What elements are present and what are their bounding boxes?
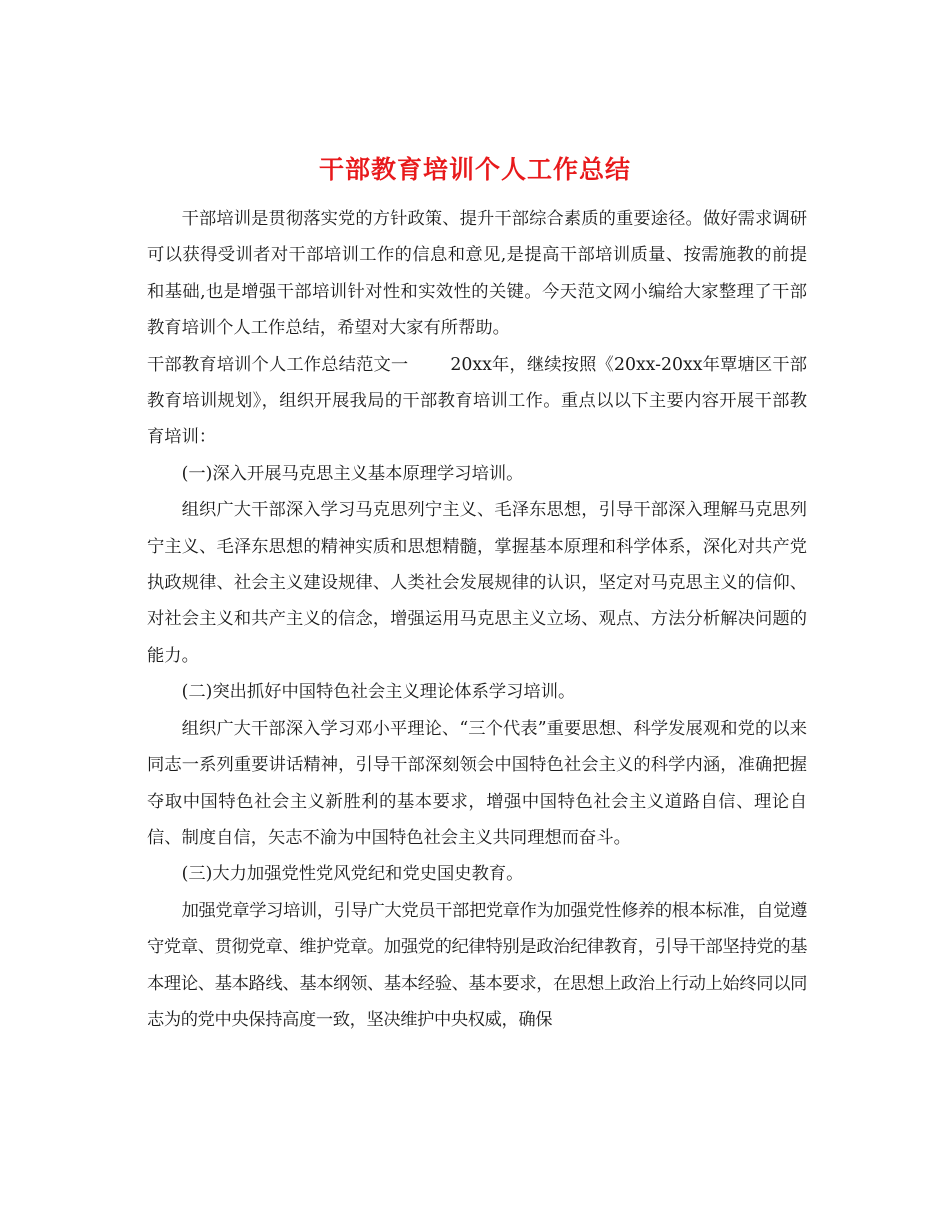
- example-intro-text: 20xx年，继续按照《20xx-20xx年覃塘区干部教育培训规划》，组织开展我局的干部教育培训工作。重点以以下主要内容开展干部教育培训：: [147, 354, 807, 448]
- section-paragraph-1: 组织广大干部深入学习马克思列宁主义、毛泽东思想，引导干部深入理解马克思列宁主义、毛泽东思想的精神实质和思想精髓，掌握基本原理和科学体系，深化对共产党执政规律、社会主义建设规律、人类社会发展规律的认识，坚定对马克思主义的信仰、对社会主义和共产主义的信念，增强运用马克思主义立场、观点、方法分析解决问题的能力。: [147, 500, 807, 666]
- document-body: [147, 201, 807, 1038]
- document-title: 干部教育培训个人工作总结: [318, 154, 631, 184]
- section-heading-1: (一)深入开展马克思主义基本原理学习培训。: [181, 463, 524, 484]
- section-paragraph-3: 加强党章学习培训，引导广大党员干部把党章作为加强党性修养的根本标准，自觉遵守党章、贯彻党章、维护党章。加强党的纪律特别是政治纪律教育，引导干部坚持党的基本理论、基本路线、基本纲领、基本经验、基本要求，在思想上政治上行动上始终同以同志为的党中央保持高度一致，坚决维护中央权威，确保: [147, 900, 807, 1030]
- section-heading-2: (二)突出抓好中国特色社会主义理论体系学习培训。: [181, 682, 576, 703]
- example-paragraph: [147, 347, 807, 456]
- section-heading-3: (三)大力加强党性党风党纪和党史国史教育。: [181, 864, 524, 885]
- section-paragraph-2: 组织广大干部深入学习邓小平理论、“三个代表”重要思想、科学发展观和党的以来同志一系列重要讲话精神，引导干部深刻领会中国特色社会主义的科学内涵，准确把握夺取中国特色社会主义新胜利的基本要求，增强中国特色社会主义道路自信、理论自信、制度自信，矢志不渝为中国特色社会主义共同理想而奋斗。: [147, 718, 807, 848]
- example-heading: 干部教育培训个人工作总结范文一: [147, 354, 409, 375]
- intro-paragraph: 干部培训是贯彻落实党的方针政策、提升干部综合素质的重要途径。做好需求调研可以获得受训者对干部培训工作的信息和意见,是提高干部培训质量、按需施教的前提和基础,也是增强干部培训针对性和实效性的关键。今天范文网小编给大家整理了干部教育培训个人工作总结，希望对大家有所帮助。: [147, 209, 807, 339]
